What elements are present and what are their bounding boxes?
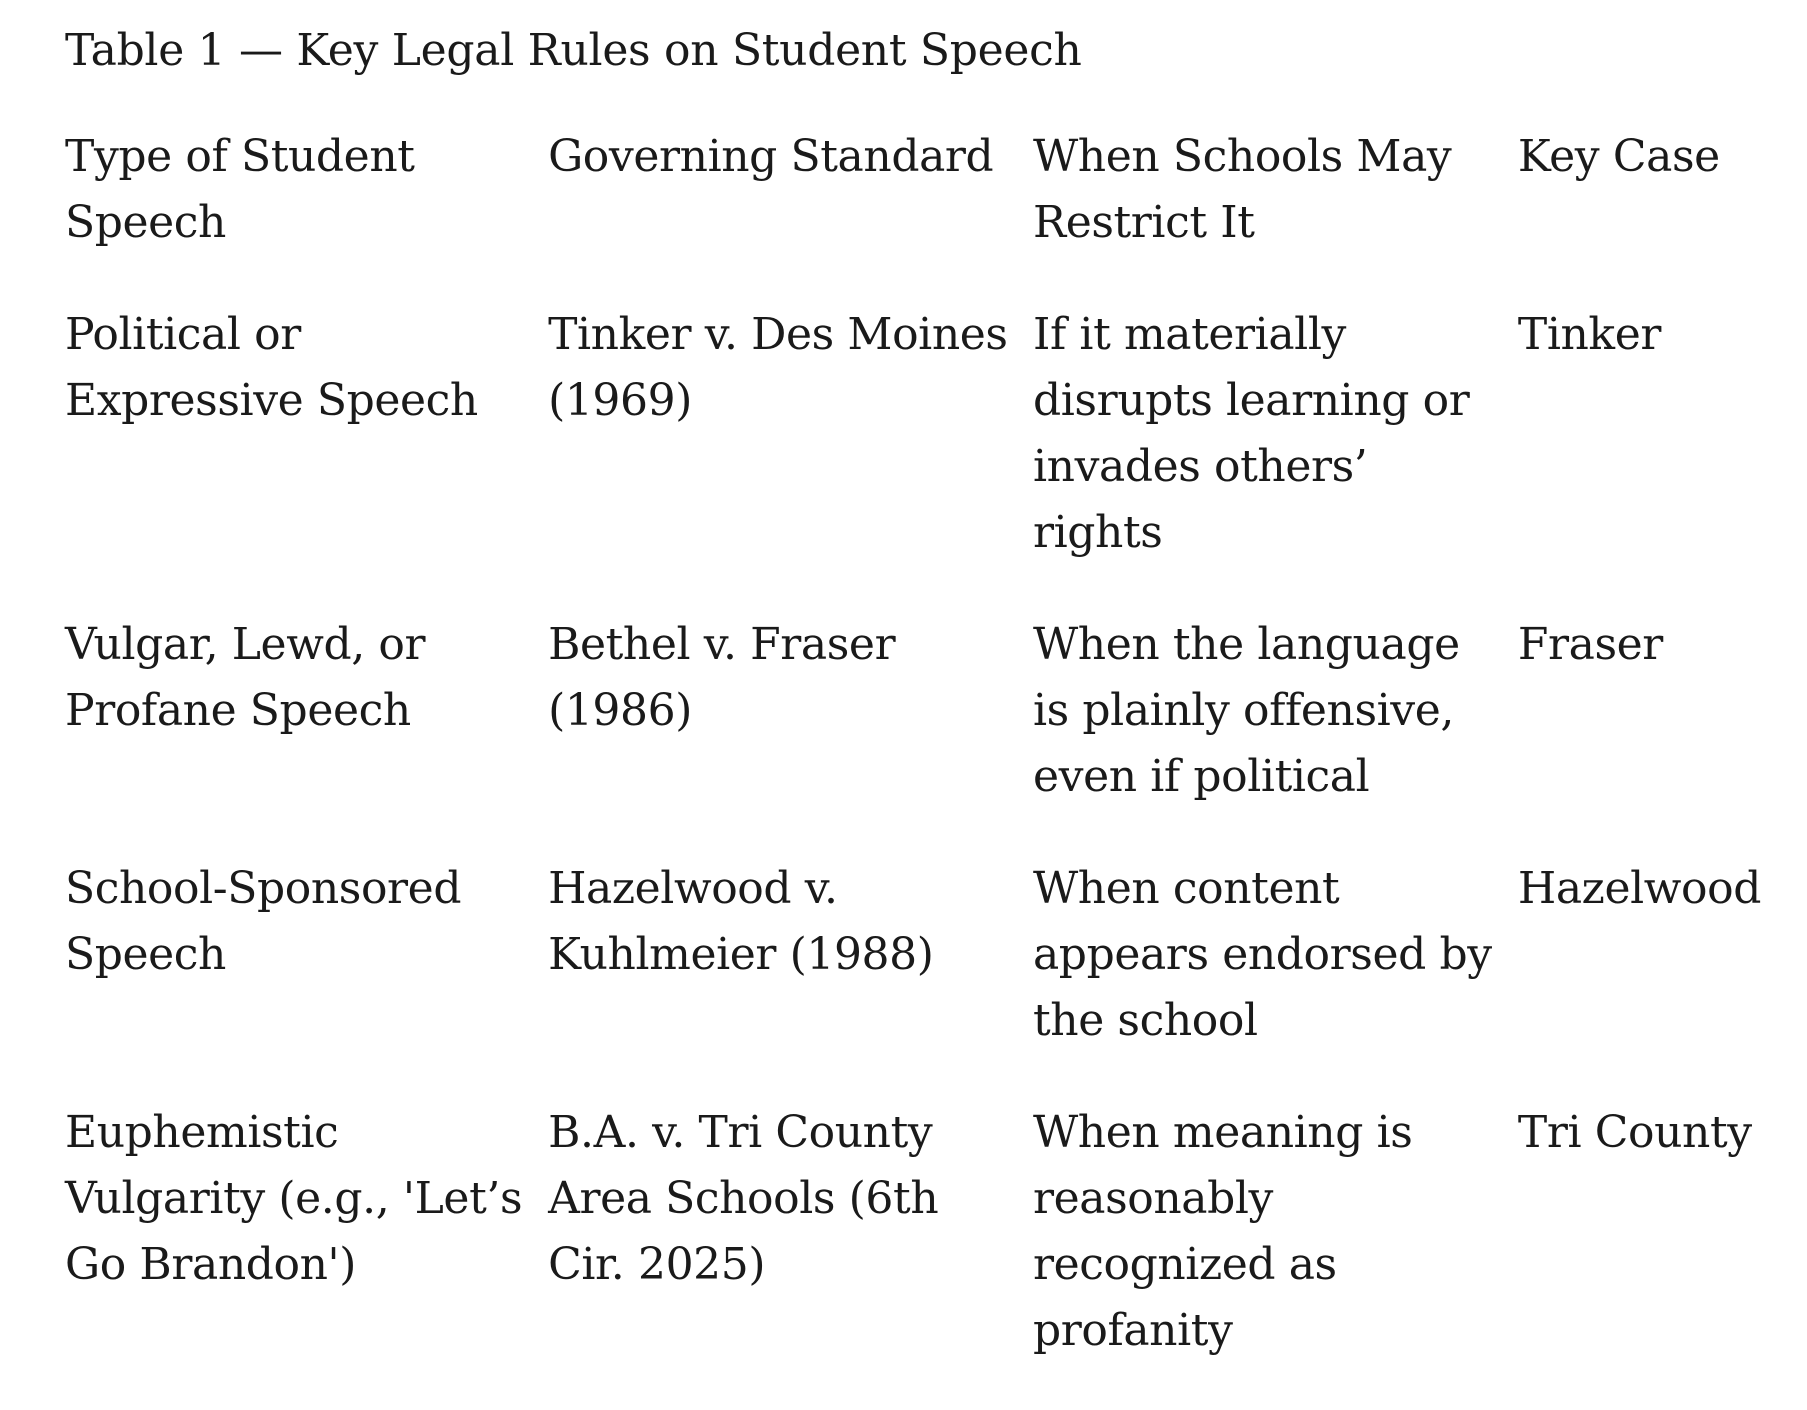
cell-governing-standard: B.A. v. Tri County Area Schools (6th Cir. 2025) <box>548 1107 939 1290</box>
table-row <box>65 1100 1785 1410</box>
cell-speech-type: Euphemistic Vulgarity (e.g., 'Let’s Go Brandon') <box>65 1107 523 1290</box>
cell-governing-standard: Tinker v. Des Moines (1969) <box>548 309 1008 426</box>
table-header-row <box>65 124 1785 302</box>
cell-when-restrict: If it materially disrupts learning or invades others’ rights <box>1032 309 1470 558</box>
table-row <box>65 302 1785 612</box>
table-row <box>65 856 1785 1100</box>
cell-speech-type: Political or Expressive Speech <box>65 309 478 426</box>
header-key-case: Key Case <box>1517 131 1720 182</box>
cell-when-restrict: When meaning is reasonably recognized as profanity <box>1032 1107 1413 1356</box>
cell-speech-type: Vulgar, Lewd, or Profane Speech <box>65 619 426 736</box>
cell-when-restrict: When content appears endorsed by the school <box>1032 863 1492 1046</box>
cell-governing-standard: Bethel v. Fraser (1986) <box>548 619 896 736</box>
cell-speech-type: School-Sponsored Speech <box>65 863 462 980</box>
cell-governing-standard: Hazelwood v. Kuhlmeier (1988) <box>548 863 934 980</box>
cell-when-restrict: When the language is plainly offensive, even if political <box>1032 619 1460 802</box>
cell-key-case: Tinker <box>1517 309 1661 360</box>
header-speech-type: Type of Student Speech <box>65 131 415 248</box>
table-caption: Table 1 — Key Legal Rules on Student Speech <box>65 25 1082 76</box>
table-row <box>65 612 1785 856</box>
legal-rules-table <box>65 124 1785 1410</box>
header-when-restrict: When Schools May Restrict It <box>1032 131 1452 248</box>
header-governing-standard: Governing Standard <box>548 131 994 182</box>
cell-key-case: Hazelwood <box>1517 863 1761 914</box>
cell-key-case: Tri County <box>1517 1107 1752 1158</box>
document-page <box>65 18 1785 1410</box>
cell-key-case: Fraser <box>1517 619 1663 670</box>
